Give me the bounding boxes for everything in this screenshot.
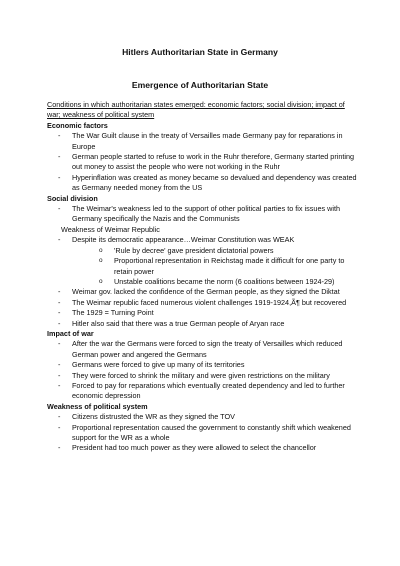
subheading-weimar-weakness: Weakness of Weimar Republic <box>61 224 160 234</box>
heading-social-division: Social division <box>47 193 98 203</box>
list-item-text: Despite its democratic appearance…Weimar Constitution was WEAK <box>72 235 295 245</box>
sub-list-item: o 'Rule by decree' gave president dictatorial powers <box>72 246 359 256</box>
list-item: - Proportional representation caused the government to constantly shift which weakened support for the WR as a whole <box>47 423 359 444</box>
social-division-list <box>47 204 359 225</box>
list-item: - Hitler also said that there was a true German people of Aryan race <box>47 319 359 329</box>
list-item: - Germans were forced to give up many of its territories <box>47 360 359 370</box>
document-body <box>47 100 359 454</box>
list-item: - German people started to refuse to work in the Ruhr therefore, Germany started printing out money to assist the people who were not working in the Ruhr <box>47 152 359 173</box>
list-item: - The War Guilt clause in the treaty of Versailles made Germany pay for reparations in Europe <box>47 131 359 152</box>
weimar-weakness-list <box>47 235 359 329</box>
sub-list-item: o Proportional representation in Reichstag made it difficult for one party to retain power <box>72 256 359 277</box>
list-item: - Weimar gov. lacked the confidence of the German people, as they signed the Diktat <box>47 287 359 297</box>
list-item: - The Weimar republic faced numerous violent challenges 1919-1924,Ã¶ but recovered <box>47 298 359 308</box>
list-item: - President had too much power as they were allowed to select the chancellor <box>47 443 359 453</box>
weimar-constitution-sublist <box>72 246 359 288</box>
heading-impact-of-war: Impact of war <box>47 328 94 338</box>
list-item: - Forced to pay for reparations which eventually created dependency and led to further economic depression <box>47 381 359 402</box>
list-item: - Hyperinflation was created as money became so devalued and dependency was created as Germany needed money from the US <box>47 173 359 194</box>
list-item: - After the war the Germans were forced to sign the treaty of Versailles which reduced German power and angered the Germans <box>47 339 359 360</box>
list-item <box>47 235 359 287</box>
list-item: - They were forced to shrink the military and were given restrictions on the military <box>47 371 359 381</box>
list-item: - Citizens distrusted the WR as they signed the TOV <box>47 412 359 422</box>
document-title: Hitlers Authoritarian State in Germany <box>122 47 278 57</box>
impact-of-war-list <box>47 339 359 401</box>
list-item: - The 1929 = Turning Point <box>47 308 359 318</box>
heading-economic-factors: Economic factors <box>47 120 108 130</box>
list-item: - The Weimar's weakness led to the support of other political parties to fix issues with Germany specifically the Nazis and the Communists <box>47 204 359 225</box>
political-weakness-list <box>47 412 359 454</box>
sub-list-item: o Unstable coalitions became the norm (6 coalitions between 1924-29) <box>72 277 359 287</box>
economic-factors-list <box>47 131 359 193</box>
section-title: Emergence of Authoritarian State <box>131 80 269 90</box>
intro-conditions: Conditions in which authoritarian states emerged: economic factors; social division; impact of war; weakness of political system <box>47 100 345 120</box>
heading-political-weakness: Weakness of political system <box>47 401 148 411</box>
